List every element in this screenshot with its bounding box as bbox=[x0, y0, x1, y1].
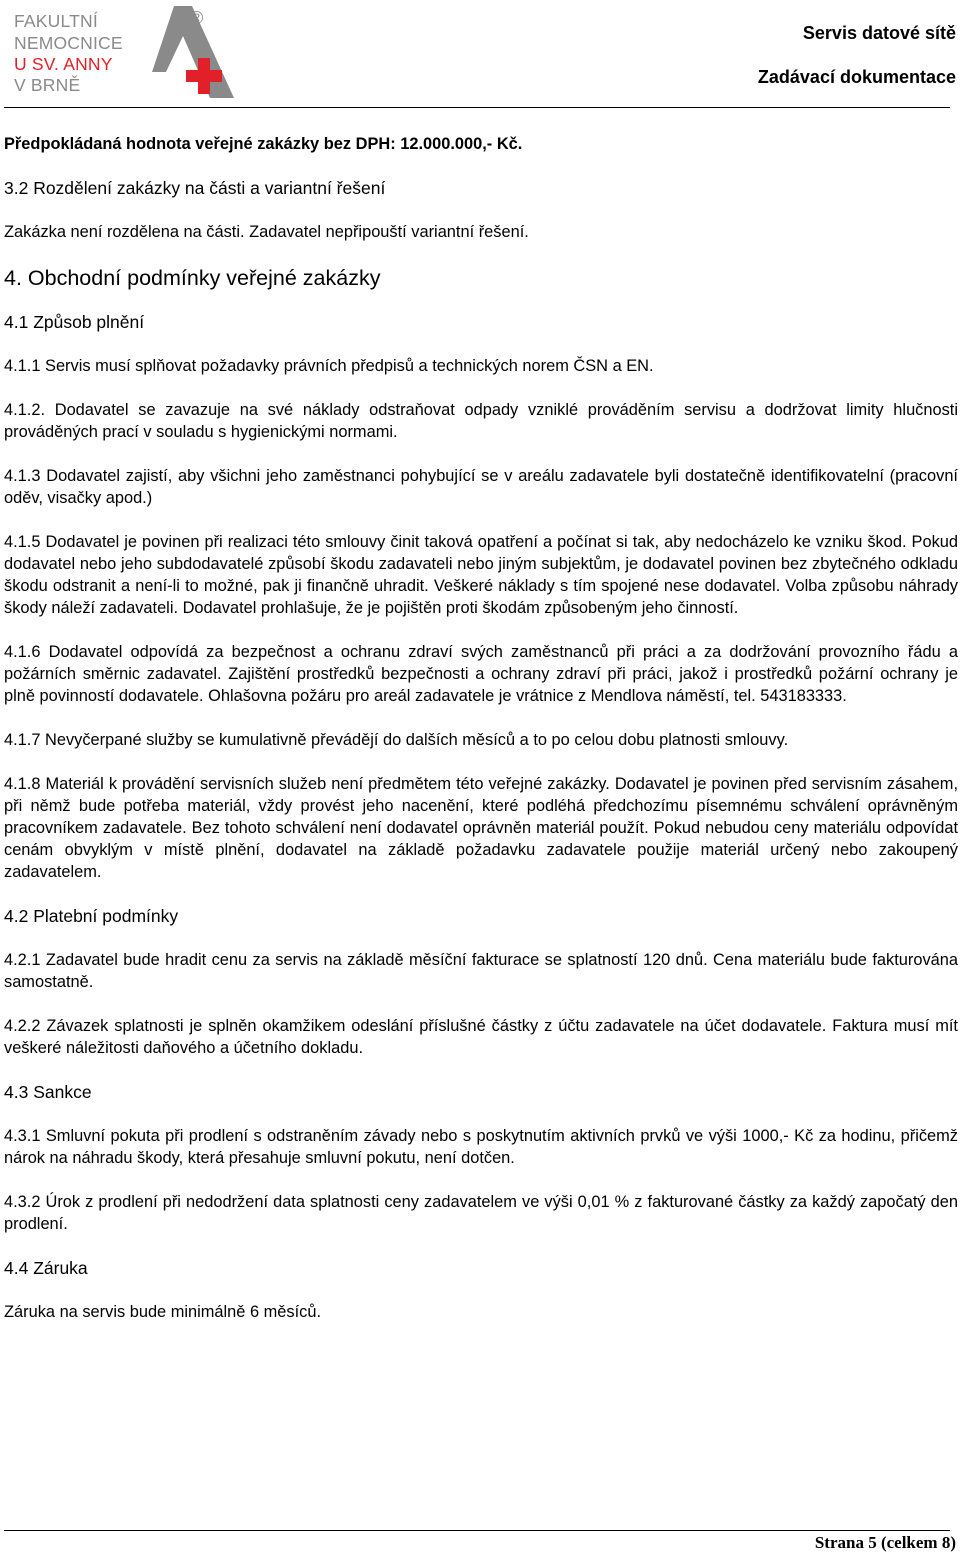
paragraph-4-2-1: 4.2.1 Zadavatel bude hradit cenu za servis na základě měsíční fakturace se splatností 120 dnů. Cena materiálu bude fakturována samostatně. bbox=[4, 951, 958, 991]
header-rule bbox=[4, 107, 950, 108]
paragraph-4-3-1: 4.3.1 Smluvní pokuta při prodlení s odstraněním závady nebo s poskytnutím aktivních prvků ve výši 1000,- Kč za hodinu, přičemž nárok na náhradu škody, která přesahuje smluvní pokutu, není dotčen. bbox=[4, 1127, 958, 1167]
paragraph-4-3-2: 4.3.2 Úrok z prodlení při nedodržení data splatnosti ceny zadavatelem ve výši 0,01 % z fakturované částky za každý započatý den prodlení. bbox=[4, 1193, 958, 1233]
paragraph-4-1-1: 4.1.1 Servis musí splňovat požadavky právních předpisů a technických norem ČSN a EN. bbox=[4, 357, 654, 375]
document-title: Servis datové sítě bbox=[802, 23, 956, 43]
estimated-value: Předpokládaná hodnota veřejné zakázky bez DPH: 12.000.000,- Kč. bbox=[4, 135, 523, 153]
section-4-2-heading: 4.2 Platební podmínky bbox=[4, 906, 179, 926]
paragraph-4-1-6: 4.1.6 Dodavatel odpovídá za bezpečnost a ochranu zdraví svých zaměstnanců při práci a za dodržování provozního řádu a požárních směrnic zadavatel. Zajištění prostředků bezpečnosti a ochrany zdraví při práci, jakož i prostředků požární ochrany je plně povinností dodavatele. Ohlašovna požáru pro areál zadavatele je vrátnice z Mendlova náměstí, tel. 543183333. bbox=[4, 643, 958, 705]
logo-line-4: V BRNĚ bbox=[14, 75, 81, 95]
section-3-2-text: Zakázka není rozdělena na části. Zadavatel nepřipouští variantní řešení. bbox=[4, 223, 529, 241]
paragraph-4-1-3: 4.1.3 Dodavatel zajistí, aby všichni jeho zaměstnanci pohybující se v areálu zadavatele byli dostatečně identifikovatelní (pracovní oděv, visačky apod.) bbox=[4, 467, 958, 507]
logo-line-1: FAKULTNÍ bbox=[14, 11, 98, 31]
paragraph-4-1-2: 4.1.2. Dodavatel se zavazuje na své náklady odstraňovat odpady vzniklé prováděním servisu a dodržovat limity hlučnosti prováděných prací v souladu s hygienickými normami. bbox=[4, 401, 958, 441]
logo-line-3: U SV. ANNY bbox=[14, 54, 113, 74]
section-4-heading: 4. Obchodní podmínky veřejné zakázky bbox=[4, 266, 381, 290]
paragraph-4-2-2: 4.2.2 Závazek splatnosti je splněn okamžikem odeslání příslušné částky z účtu zadavatele na účet dodavatele. Faktura musí mít veškeré náležitosti daňového a účetního dokladu. bbox=[4, 1017, 958, 1057]
paragraph-4-1-7: 4.1.7 Nevyčerpané služby se kumulativně převádějí do dalších měsíců a to po celou dobu platnosti smlouvy. bbox=[4, 731, 789, 749]
logo-triangle-cross-icon bbox=[122, 6, 234, 98]
page-header bbox=[0, 0, 960, 110]
paragraph-4-1-5: 4.1.5 Dodavatel je povinen při realizaci této smlouvy činit taková opatření a počínat si tak, aby nedocházelo ke vzniku škod. Pokud dodavatel nebo jeho subdodavatelé způsobí škodu zadavateli nebo jiným subjektům, je dodavatel povinen bez zbytečného odkladu škodu odstranit a není-li to možné, pak ji finančně uhradit. Veškeré náklady s tím spojené nese dodavatel. Volba způsobu náhrady škody náleží zadavateli. Dodavatel prohlašuje, že je pojištěn proti škodám způsobeným jeho činností. bbox=[4, 533, 958, 617]
document-body bbox=[4, 133, 958, 1345]
paragraph-4-4: Záruka na servis bude minimálně 6 měsíců. bbox=[4, 1303, 322, 1321]
document-subtitle: Zadávací dokumentace bbox=[757, 67, 956, 87]
page-number: Strana 5 (celkem 8) bbox=[814, 1533, 956, 1552]
registered-mark: ® bbox=[190, 8, 204, 28]
section-4-4-heading: 4.4 Záruka bbox=[4, 1258, 88, 1278]
section-4-3-heading: 4.3 Sankce bbox=[4, 1082, 92, 1102]
paragraph-4-1-8: 4.1.8 Materiál k provádění servisních služeb není předmětem této veřejné zakázky. Dodavatel je povinen před servisním zásahem, při němž bude potřeba materiál, vždy provést jeho nacenění, které podléhá předchozímu písemnému schválení oprávněným pracovníkem zadavatele. Bez tohoto schválení není dodavatel oprávněn materiál použít. Pokud nebudou ceny materiálu odpovídat cenám obvyklým v místě plnění, dodavatel na základě požadavku zadavatele použije materiál určený nebo zakoupený zadavatelem. bbox=[4, 775, 958, 881]
hospital-logo bbox=[14, 6, 234, 98]
section-4-1-heading: 4.1 Způsob plnění bbox=[4, 312, 145, 332]
logo-line-2: NEMOCNICE bbox=[14, 33, 123, 53]
footer-rule bbox=[4, 1530, 950, 1531]
section-3-2-heading: 3.2 Rozdělení zakázky na části a variantní řešení bbox=[4, 178, 386, 198]
